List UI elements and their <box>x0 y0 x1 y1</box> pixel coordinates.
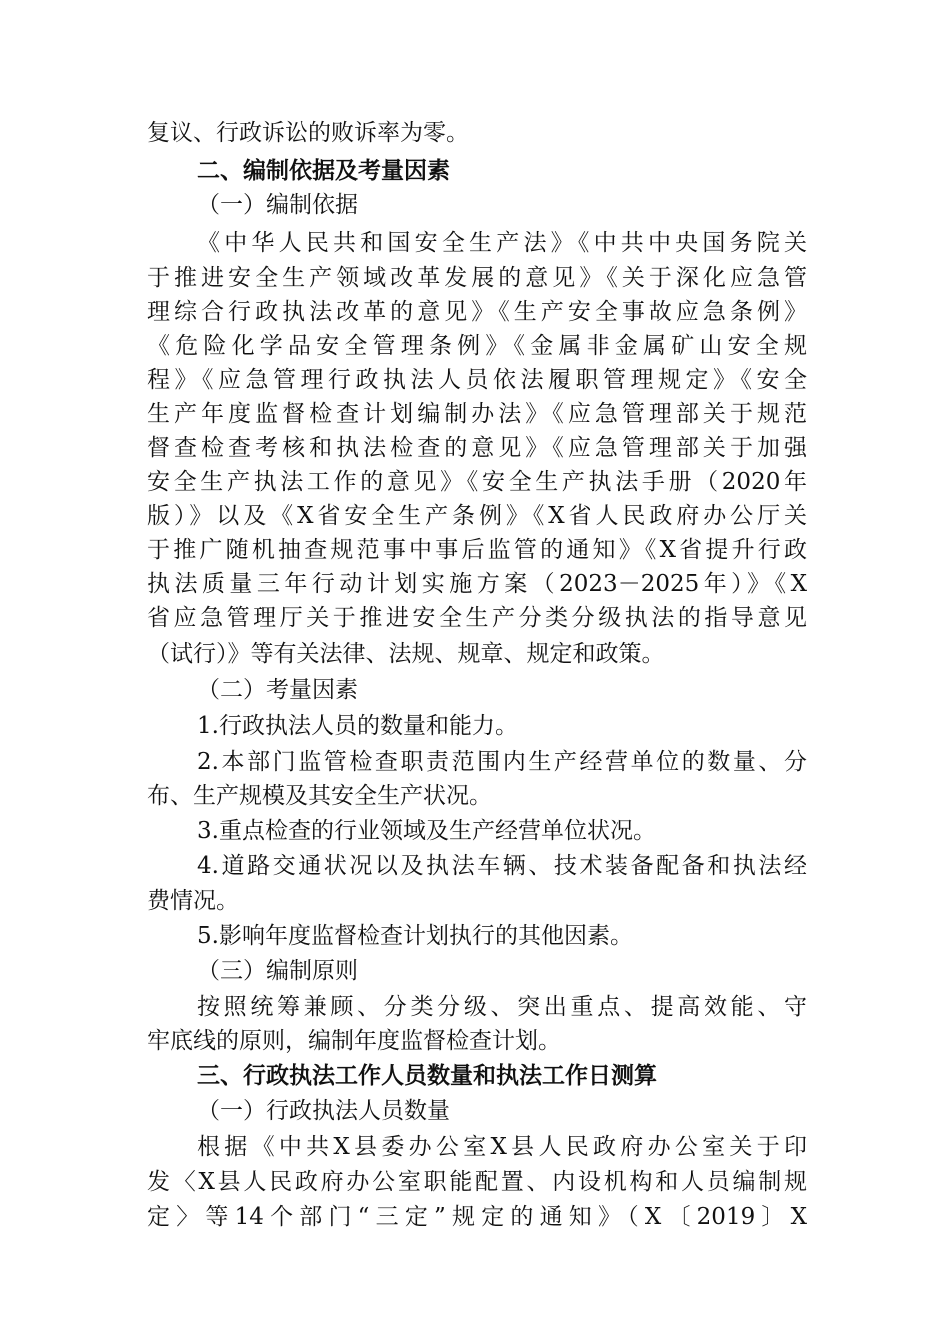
text-line: 于推广随机抽查规范事中事后监管的通知》《X省提升行政 <box>147 537 807 563</box>
text-line: 布、生产规模及其安全生产状况。 <box>147 783 492 809</box>
text-line: 安全生产执法工作的意见》《安全生产执法手册（2020年 <box>147 469 807 495</box>
text-line: 督查检查考核和执法检查的意见》《应急管理部关于加强 <box>147 435 807 461</box>
text-line: 于推进安全生产领域改革发展的意见》《关于深化应急管 <box>147 265 807 291</box>
subsection-heading: （二）考量因素 <box>197 677 358 703</box>
list-item: 2.本部门监管检查职责范围内生产经营单位的数量、分 <box>197 749 807 775</box>
text-line: 定〉等14个部门“三定”规定的通知》（X〔2019〕X <box>147 1204 807 1230</box>
subsection-heading: （一）编制依据 <box>197 192 358 218</box>
text-line: 生产年度监督检查计划编制办法》《应急管理部关于规范 <box>147 401 807 427</box>
list-item: 3.重点检查的行业领域及生产经营单位状况。 <box>197 818 656 844</box>
text-line: （试行）》等有关法律、法规、规章、规定和政策。 <box>147 641 665 667</box>
list-item: 5.影响年度监督检查计划执行的其他因素。 <box>197 923 633 949</box>
text-line: 按照统筹兼顾、分类分级、突出重点、提高效能、守 <box>197 994 807 1020</box>
text-line: 牢底线的原则，编制年度监督检查计划。 <box>147 1028 561 1054</box>
text-line: 程》《应急管理行政执法人员依法履职管理规定》《安全 <box>147 367 807 393</box>
text-line: 复议、行政诉讼的败诉率为零。 <box>147 120 469 146</box>
subsection-heading: （一）行政执法人员数量 <box>197 1098 450 1124</box>
list-item: 4.道路交通状况以及执法车辆、技术装备配备和执法经 <box>197 853 807 879</box>
text-line: 根据《中共X县委办公室X县人民政府办公室关于印 <box>197 1134 807 1160</box>
text-line: 理综合行政执法改革的意见》《生产安全事故应急条例》 <box>147 299 807 325</box>
text-line: 《中华人民共和国安全生产法》《中共中央国务院关 <box>197 230 807 256</box>
subsection-heading: （三）编制原则 <box>197 958 358 984</box>
text-line: 《危险化学品安全管理条例》《金属非金属矿山安全规 <box>147 333 807 359</box>
list-item: 1.行政执法人员的数量和能力。 <box>197 713 518 739</box>
section-heading: 二、编制依据及考量因素 <box>197 158 450 184</box>
text-line: 执法质量三年行动计划实施方案（2023－2025年）》《X <box>147 571 807 597</box>
section-heading: 三、行政执法工作人员数量和执法工作日测算 <box>197 1063 657 1089</box>
text-line: 费情况。 <box>147 888 239 914</box>
text-line: 省应急管理厅关于推进安全生产分类分级执法的指导意见 <box>147 605 807 631</box>
text-line: 版）》以及《X省安全生产条例》《X省人民政府办公厅关 <box>147 503 807 529</box>
text-line: 发〈X县人民政府办公室职能配置、内设机构和人员编制规 <box>147 1169 807 1195</box>
